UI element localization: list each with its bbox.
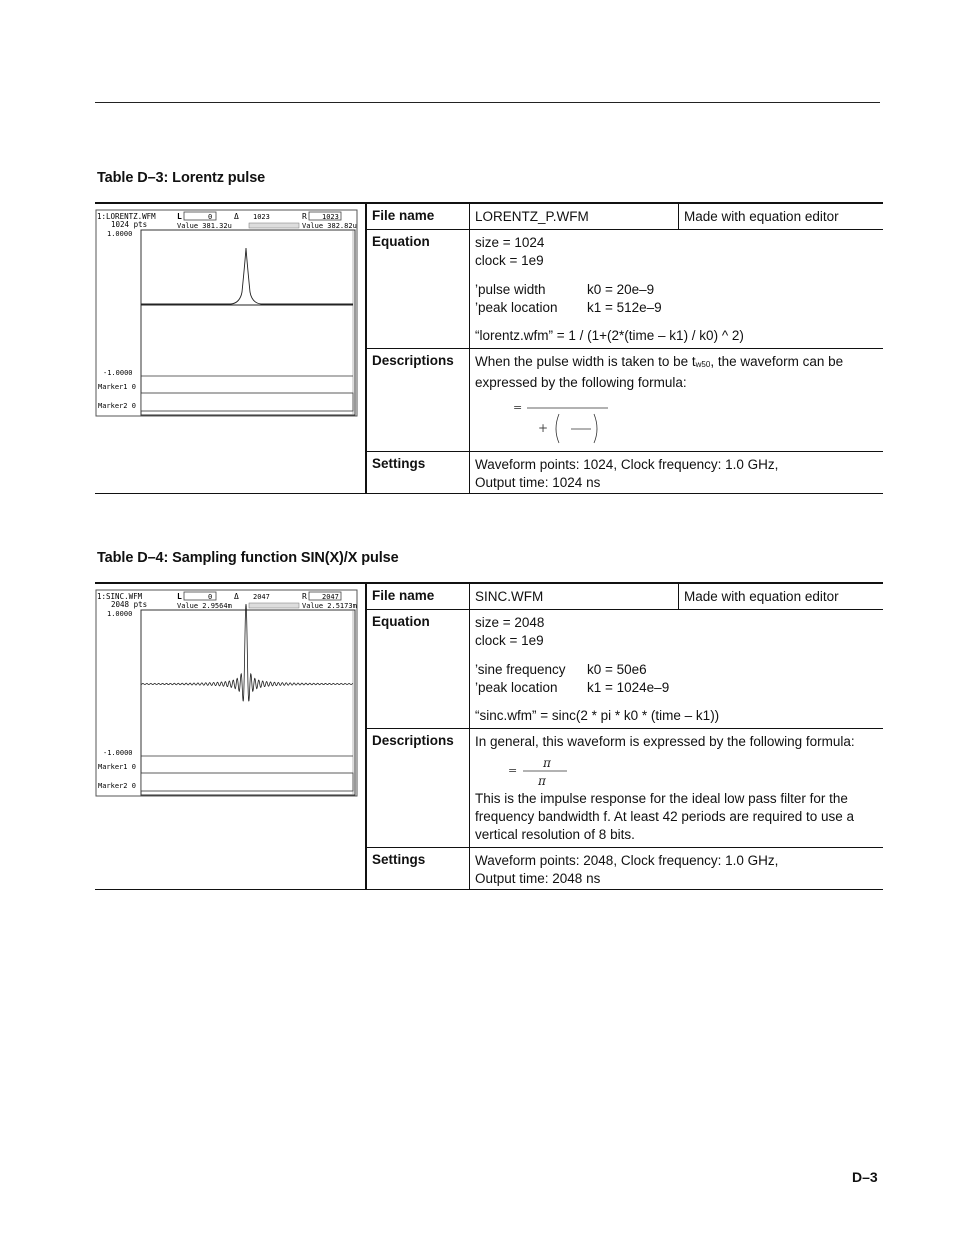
row-header: File name (372, 208, 435, 223)
marker1-label: Marker1 0 (98, 763, 136, 771)
info-cells (365, 584, 883, 889)
row-header: Equation (372, 614, 430, 629)
wave-title: 1:SINC.WFM (97, 592, 143, 601)
cursor-r-value: 2047 (322, 593, 339, 601)
param-name: ’peak location (475, 300, 558, 315)
cursor-l-label: L (177, 592, 182, 601)
wave-title: 1:LORENTZ.WFM (97, 212, 156, 221)
marker2-label: Marker2 0 (98, 782, 136, 790)
row-header: Settings (372, 852, 426, 867)
y-top-label: 1.0000 (107, 230, 133, 238)
table-caption-sinc: Table D–4: Sampling function SIN(X)/X pulse (97, 550, 399, 566)
cursor-r-label: R (302, 592, 307, 601)
delta-icon: Δ (234, 592, 239, 601)
equation-line: clock = 1e9 (475, 633, 544, 648)
param-value: k1 = 512e–9 (587, 300, 662, 315)
cursor-r-label: R (302, 212, 307, 221)
cursor-l-value: 0 (208, 213, 213, 221)
page-number: D–3 (852, 1169, 878, 1185)
delta-value: 1023 (253, 213, 270, 221)
plot-area[interactable] (141, 610, 355, 795)
row-file-name (367, 584, 883, 610)
delta-value: 2047 (253, 593, 270, 601)
svg-text:=: = (508, 764, 518, 777)
y-top-label: 1.0000 (107, 610, 133, 618)
delta-icon: Δ (234, 212, 239, 221)
waveform-screenshot-sinc (95, 584, 365, 799)
pi-numerator: π (543, 756, 551, 770)
info-cells (365, 204, 883, 493)
equation-line: size = 1024 (475, 235, 545, 250)
settings-line: Output time: 1024 ns (475, 475, 601, 490)
row-header: File name (372, 588, 435, 603)
row-equation (367, 610, 883, 729)
equation-line: size = 2048 (475, 615, 545, 630)
row-descriptions (367, 729, 883, 848)
value-left: Value 2.9564m (177, 602, 232, 610)
marker2-label: Marker2 0 (98, 402, 136, 410)
param-value: k0 = 50e6 (587, 662, 647, 677)
param-name: ’peak location (475, 680, 558, 695)
cursor-scrollbar[interactable] (249, 603, 299, 608)
row-header: Descriptions (372, 353, 454, 368)
table-caption-lorentz: Table D–3: Lorentz pulse (97, 170, 266, 186)
row-file-name (367, 204, 883, 230)
marker-track[interactable] (141, 393, 353, 411)
row-header: Settings (372, 456, 426, 471)
svg-text:=: = (513, 401, 523, 414)
wave-points: 1024 pts (111, 220, 148, 229)
file-name-value: LORENTZ_P.WFM (475, 209, 589, 224)
description-text: This is the impulse response for the ideal low pass filter for the frequency bandwidth f. At least 42 periods are required to use a vertical resolution of 8 bits. (475, 791, 854, 842)
row-settings (367, 848, 883, 889)
marker-track[interactable] (141, 773, 353, 791)
description-intro: In general, this waveform is expressed by the following formula: (475, 734, 855, 749)
param-value: k0 = 20e–9 (587, 282, 655, 297)
settings-line: Waveform points: 1024, Clock frequency: 1.0 GHz, (475, 457, 779, 472)
value-left: Value 381.32u (177, 222, 232, 230)
file-name-value: SINC.WFM (475, 589, 544, 604)
row-descriptions (367, 349, 883, 452)
cursor-l-value: 0 (208, 593, 213, 601)
file-note: Made with equation editor (684, 209, 839, 224)
svg-text:+: + (538, 421, 549, 435)
param-name: ’pulse width (475, 282, 546, 297)
settings-line: Output time: 2048 ns (475, 871, 601, 886)
equation-formula: “sinc.wfm” = sinc(2 * pi * k0 * (time – k1)) (475, 708, 720, 723)
table-lorentz (95, 202, 883, 494)
value-right: Value 2.5173m (302, 602, 357, 610)
marker1-label: Marker1 0 (98, 383, 136, 391)
param-value: k1 = 1024e–9 (587, 680, 670, 695)
cursor-r-value: 1023 (322, 213, 339, 221)
row-settings (367, 452, 883, 493)
header-rule (95, 102, 880, 103)
wave-points: 2048 pts (111, 600, 148, 609)
description-text: When the pulse width is taken to be $t_{w50}$, the waveform can be expressed by the following formula: (475, 354, 844, 390)
y-bottom-label: -1.0000 (103, 369, 133, 377)
settings-line: Waveform points: 2048, Clock frequency: 1.0 GHz, (475, 853, 779, 868)
equation-formula: “lorentz.wfm” = 1 / (1+(2*(time – k1) / k0) ^ 2) (475, 328, 744, 343)
table-sinc (95, 582, 883, 890)
param-name: ’sine frequency (475, 662, 566, 677)
waveform-screenshot-lorentz (95, 204, 365, 419)
cursor-l-label: L (177, 212, 182, 221)
cursor-scrollbar[interactable] (249, 223, 299, 228)
row-header: Equation (372, 234, 430, 249)
pi-denominator: π (538, 774, 546, 788)
lorentz-formula-graphic (510, 399, 620, 447)
equation-line: clock = 1e9 (475, 253, 544, 268)
file-note: Made with equation editor (684, 589, 839, 604)
row-equation (367, 230, 883, 349)
row-header: Descriptions (372, 733, 454, 748)
value-right: Value 382.82u (302, 222, 357, 230)
y-bottom-label: -1.0000 (103, 749, 133, 757)
sinc-formula-graphic (505, 754, 575, 788)
plot-area[interactable] (141, 230, 355, 415)
